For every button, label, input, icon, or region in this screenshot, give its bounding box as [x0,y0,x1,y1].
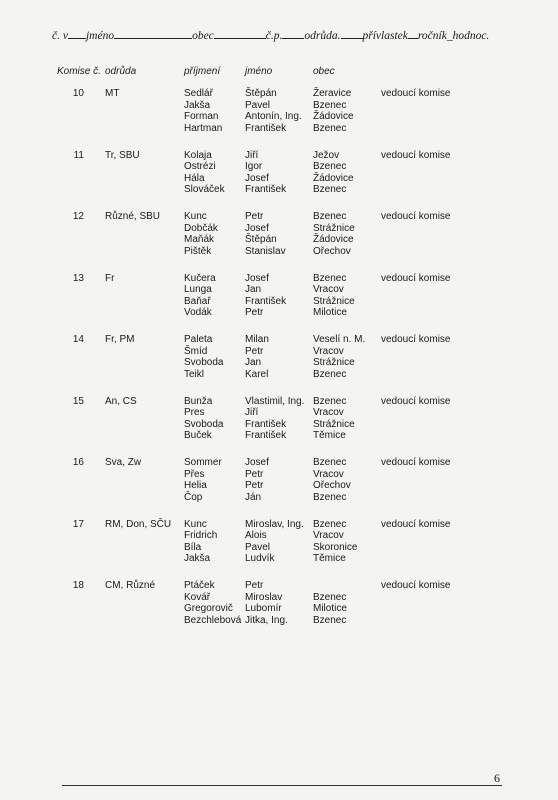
member-surname: Pištěk [184,245,212,257]
member-surname: Kovář [184,591,211,603]
member-firstname: Vlastimil, Ing. [245,395,305,407]
member-firstname: Jan [245,357,262,368]
commission-number: 12 [72,211,84,222]
member-town: Bzenec [313,395,347,407]
member-firstname: Petr [245,345,264,357]
member-firstname: Josef [245,272,269,284]
member-firstname: František [245,184,287,195]
header-odruda: odrůda. [304,30,341,42]
member-town: Vracov [313,530,344,541]
member-firstname: Josef [245,172,269,184]
member-surname: Jakša [184,553,211,564]
commission-variety: Tr, SBU [105,149,140,161]
member-surname: Svoboda [184,357,224,368]
member-town: Bzenec [313,99,347,111]
commission-number: 10 [72,88,84,99]
commission-variety: Fr [105,272,115,284]
member-surname: Hála [184,172,205,184]
member-surname: Baňař [184,295,211,307]
commission-variety: Různé, SBU [105,211,161,222]
commission-number: 18 [72,580,84,591]
member-firstname: Antonín, Ing. [245,111,302,122]
member-firstname: Ján [245,491,262,503]
commission-leader-label: vedoucí komise [381,580,451,591]
member-surname: Kolaja [184,149,212,161]
member-firstname: František [245,122,287,134]
member-town: Ježov [313,149,340,161]
header-cp: č.p. [265,30,283,42]
commission-leader-label: vedoucí komise [381,518,451,530]
header-jmeno: jméno [85,30,115,42]
member-firstname: Pavel [245,541,271,553]
member-firstname: Petr [245,580,264,591]
member-surname: Slováček [184,184,225,195]
member-town: Bzenec [313,122,347,134]
member-surname: Kučera [184,272,216,284]
member-surname: Šmíd [184,345,208,357]
member-town: Bzenec [313,614,347,626]
member-firstname: František [245,430,287,441]
member-surname: Sedlář [184,88,213,99]
commission-leader-label: vedoucí komise [381,88,451,99]
member-firstname: Jiří [245,149,259,161]
member-firstname: Petr [245,211,264,222]
member-surname: Helia [184,480,207,491]
member-town: Žádovice [313,111,354,122]
member-surname: Lunga [184,284,212,295]
commission-number: 16 [72,457,84,468]
member-surname: Paleta [184,334,213,345]
page-number: 6 [494,771,500,785]
commission-variety: Fr, PM [105,334,135,345]
member-firstname: Štěpán [245,234,277,245]
member-firstname: Jitka, Ing. [245,614,288,626]
member-firstname: Karel [245,368,269,380]
member-surname: Čop [184,491,203,503]
column-header-komise: Komise č. [57,66,101,77]
member-firstname: Petr [245,307,264,318]
member-town: Bzenec [313,161,347,172]
member-surname: Jakša [184,99,211,111]
header-privlastek: přívlastek [362,30,408,42]
commission-variety: An, CS [105,395,137,407]
member-town: Vracov [313,284,344,295]
member-surname: Bíla [184,541,202,553]
commission-leader-label: vedoucí komise [381,149,451,161]
header-rocnik: ročník_hodnoc. [417,30,490,42]
member-surname: Fridrich [184,530,218,541]
member-firstname: Igor [245,161,263,172]
member-firstname: Josef [245,222,269,234]
member-firstname: Milan [245,334,269,345]
footer-rule [62,785,502,786]
column-header-odruda: odrůda [105,66,137,77]
member-firstname: Jan [245,284,262,295]
member-town: Vracov [313,468,344,480]
member-surname: Ostrézi [184,161,216,172]
member-town: Bzenec [313,211,347,222]
member-town: Milotice [313,603,347,614]
commission-number: 13 [72,272,84,284]
member-surname: Ptáček [184,580,215,591]
header-cislo: č. v [52,30,68,42]
member-surname: Bezchlebová [184,614,242,626]
member-surname: Forman [184,111,219,122]
member-firstname: Miroslav, Ing. [245,518,304,530]
commission-variety: RM, Don, SČU [105,518,172,530]
commission-leader-label: vedoucí komise [381,457,451,468]
member-town: Vracov [313,407,344,418]
member-town: Milotice [313,307,347,318]
member-town: Bzenec [313,457,347,468]
commission-leader-label: vedoucí komise [381,395,451,407]
member-town: Žádovice [313,234,354,245]
member-town: Ořechov [313,480,351,491]
member-town: Ořechov [313,245,351,257]
member-surname: Bunža [184,395,213,407]
member-town: Těmice [313,553,346,564]
commission-leader-label: vedoucí komise [381,211,451,222]
member-surname: Přes [184,468,205,480]
member-firstname: Pavel [245,99,271,111]
member-surname: Pres [184,407,205,418]
member-firstname: František [245,418,287,430]
member-firstname: Petr [245,468,264,480]
member-surname: Dobčák [184,222,218,234]
member-surname: Sommer [184,457,222,468]
member-town: Bzenec [313,518,347,530]
member-surname: Svoboda [184,418,224,430]
commission-variety: Sva, Zw [105,457,142,468]
form-header [52,28,512,42]
commission-leader-label: vedoucí komise [381,334,451,345]
member-town: Bzenec [313,491,347,503]
member-surname: Hartman [184,122,223,134]
member-town: Strážnice [313,222,355,234]
member-firstname: Ludvík [245,553,275,564]
member-surname: Teikl [184,368,205,380]
commission-leader-label: vedoucí komise [381,272,451,284]
member-firstname: Jiří [245,407,259,418]
member-town: Bzenec [313,591,347,603]
member-town: Veselí n. M. [313,334,366,345]
member-town: Strážnice [313,357,355,368]
member-firstname: Stanislav [245,245,286,257]
member-firstname: Alois [245,530,267,541]
member-surname: Vodák [184,307,212,318]
member-firstname: Lubomír [245,603,282,614]
commission-variety: MT [105,88,120,99]
commission-number: 14 [72,334,84,345]
member-firstname: Petr [245,480,264,491]
column-header-prijmeni: příjmení [184,66,221,77]
commission-number: 15 [72,395,84,407]
member-surname: Maňák [184,234,215,245]
header-obec: obec [192,30,214,42]
member-town: Bzenec [313,368,347,380]
member-firstname: Josef [245,457,269,468]
commission-variety: CM, Různé [105,580,156,591]
member-town: Těmice [313,430,346,441]
member-surname: Kunc [184,518,207,530]
member-firstname: Štěpán [245,88,277,99]
member-town: Žádovice [313,172,354,184]
member-firstname: František [245,295,287,307]
member-firstname: Miroslav [245,591,283,603]
member-town: Vracov [313,345,344,357]
member-town: Bzenec [313,272,347,284]
member-town: Žeravice [313,88,352,99]
column-header-jmeno: jméno [245,66,273,77]
member-town: Strážnice [313,418,355,430]
member-surname: Buček [184,430,212,441]
member-town: Strážnice [313,295,355,307]
column-header-obec: obec [313,66,335,77]
commission-number: 11 [73,149,84,161]
member-surname: Kunc [184,211,207,222]
member-town: Bzenec [313,184,347,195]
member-surname: Gregorovič [184,603,233,614]
member-town: Skoronice [313,541,358,553]
commission-number: 17 [72,518,84,530]
